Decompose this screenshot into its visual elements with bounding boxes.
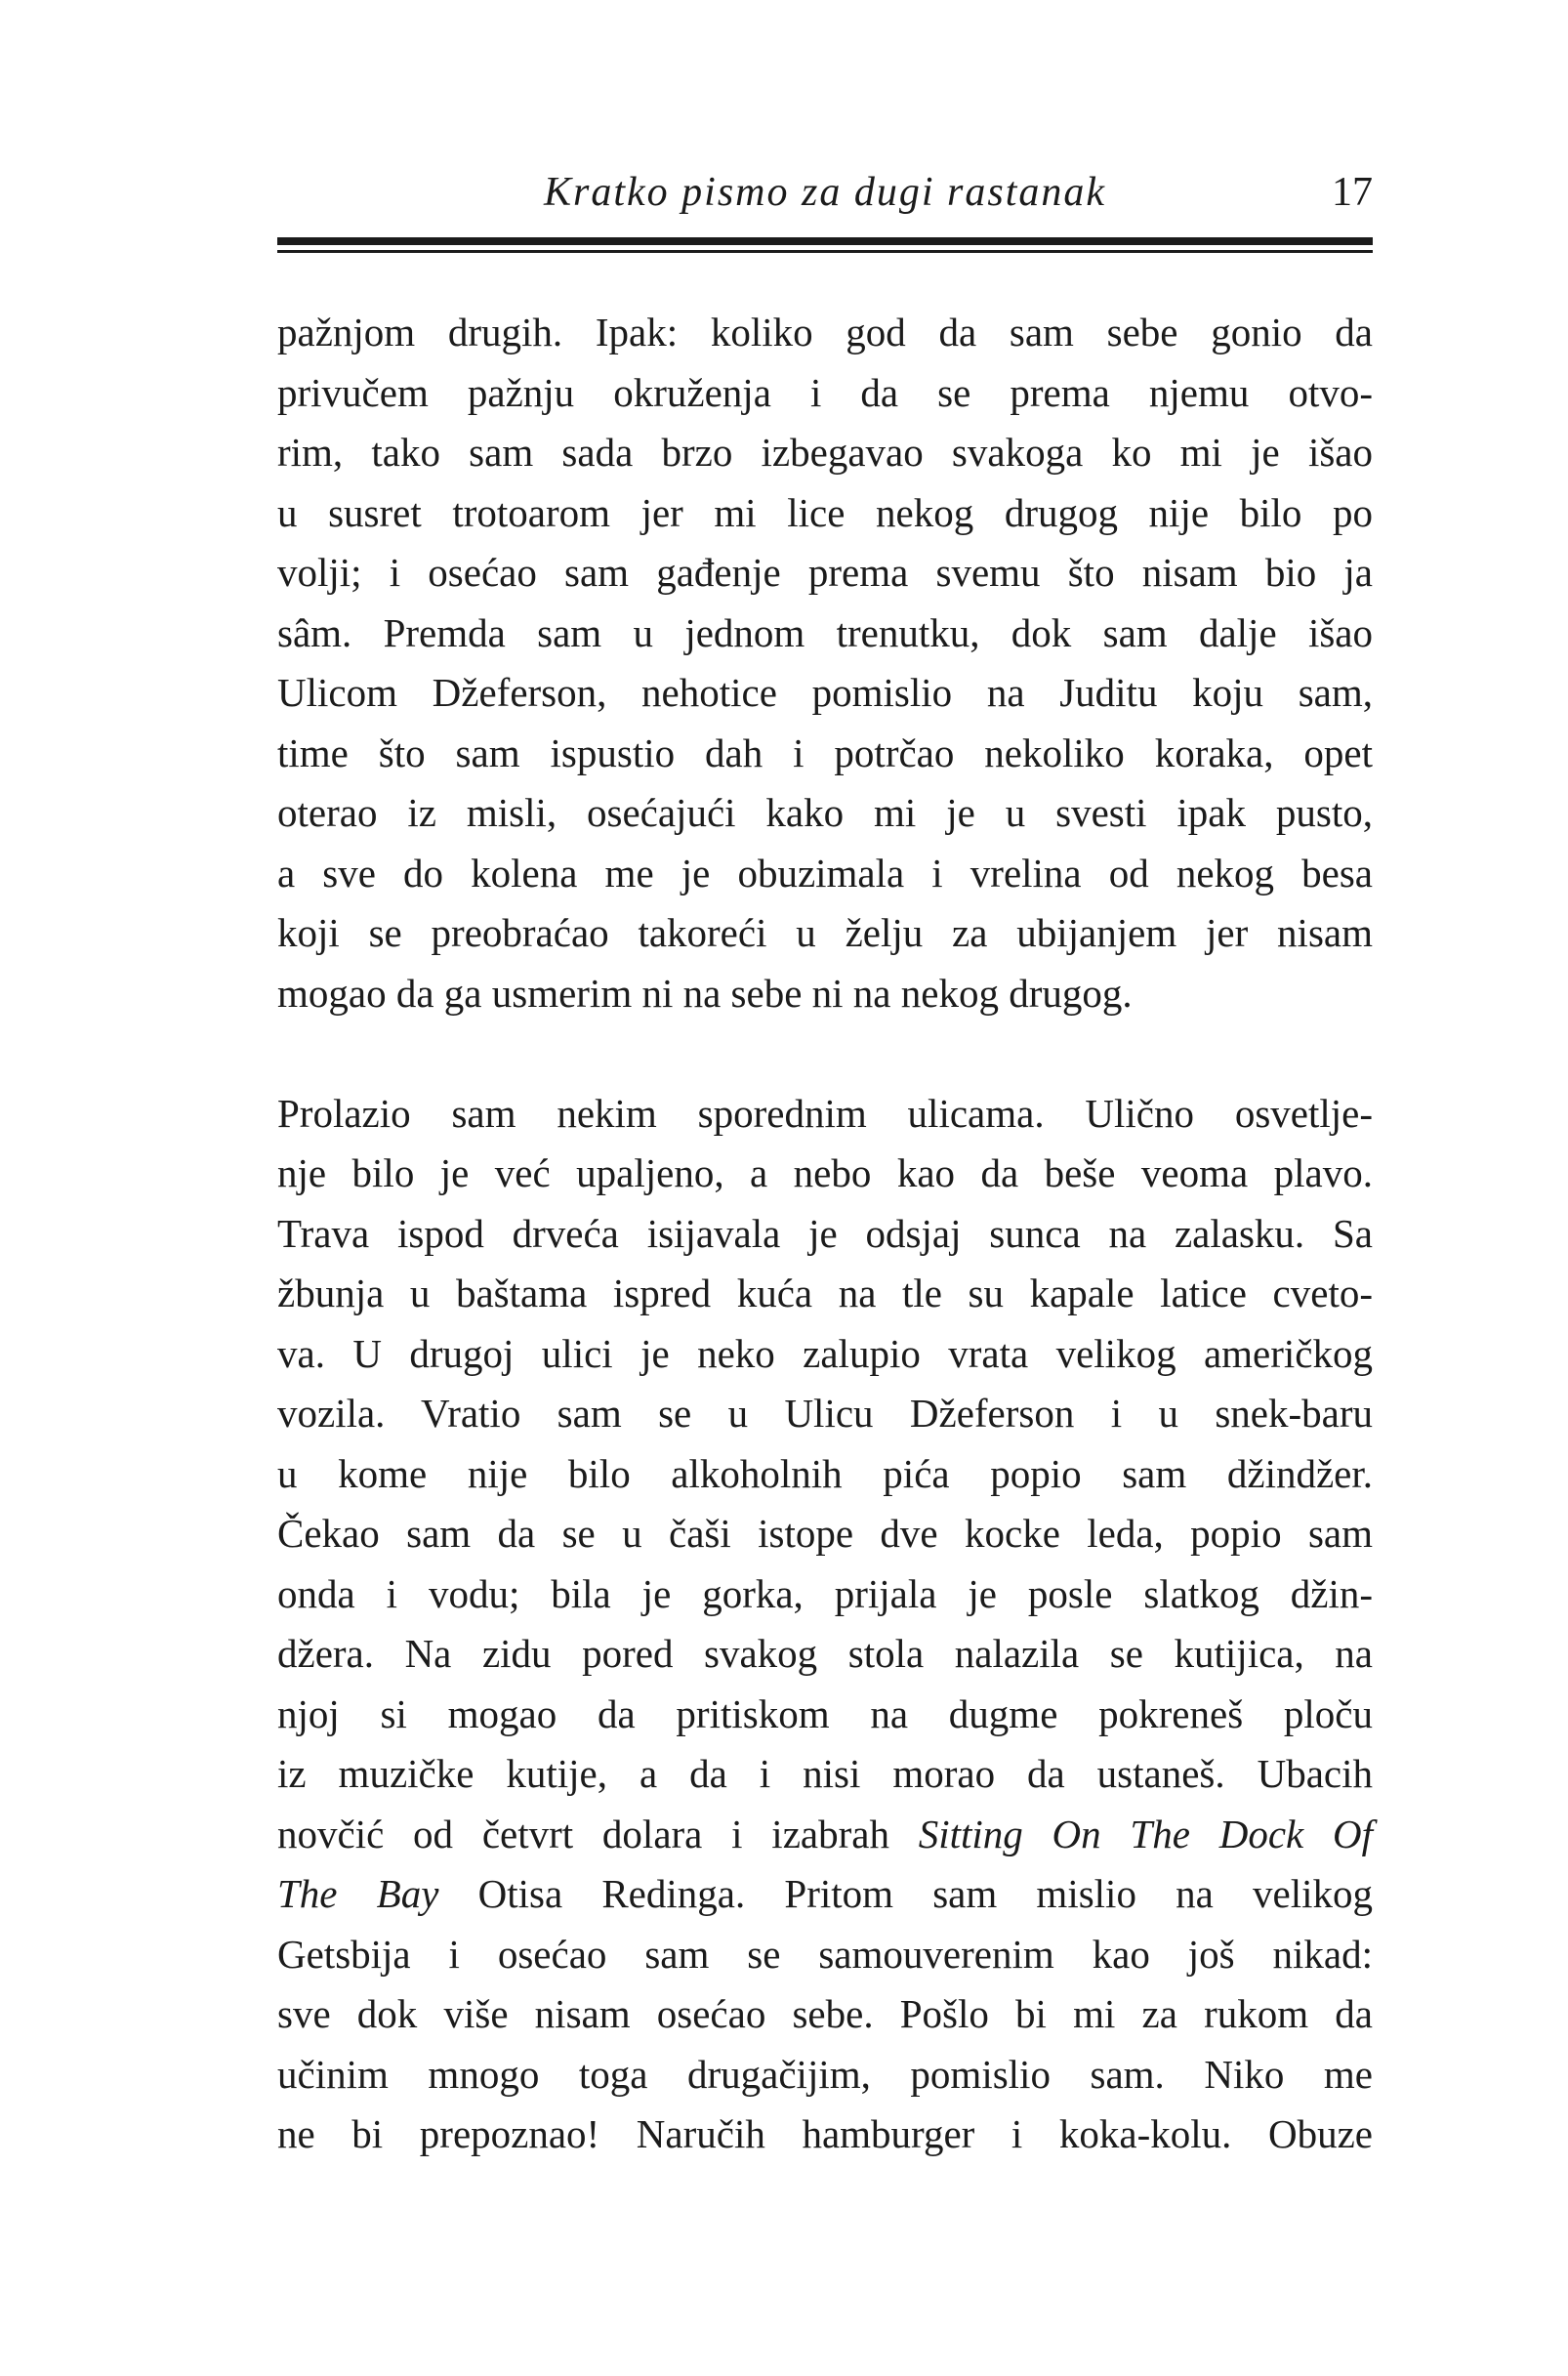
text-line: iz muzičke kutije, a da i nisi morao da ustaneš. Ubacih bbox=[277, 1751, 1373, 1796]
text-line: nje bilo je već upaljeno, a nebo kao da beše veoma plavo. bbox=[277, 1150, 1373, 1195]
text-line: u susret trotoarom jer mi lice nekog drugog nije bilo po bbox=[277, 489, 1373, 535]
page-header bbox=[277, 171, 1373, 214]
text-line: u kome nije bilo alkoholnih pića popio sam džindžer. bbox=[277, 1450, 1373, 1496]
text-line: Trava ispod drveća isijavala je odsjaj sunca na zalasku. Sa bbox=[277, 1210, 1373, 1256]
paragraph bbox=[277, 1084, 1373, 2165]
paragraph bbox=[277, 303, 1373, 1023]
text-line: Čekao sam da se u čaši istope dve kocke leda, popio sam bbox=[277, 1511, 1373, 1556]
text-line: džera. Na zidu pored svakog stola nalazila se kutijica, na bbox=[277, 1631, 1373, 1676]
body-text bbox=[277, 303, 1373, 2165]
text-line: učinim mnogo toga drugačijim, pomislio sam. Niko me bbox=[277, 2051, 1373, 2097]
text-line: rim, tako sam sada brzo izbegavao svakoga ko mi je išao bbox=[277, 430, 1373, 475]
text-line: koji se preobraćao takoreći u želju za ubijanjem jer nisam bbox=[277, 910, 1373, 955]
text-line: mogao da ga usmerim ni na sebe ni na nekog drugog. bbox=[277, 970, 1133, 1016]
header-rule bbox=[277, 237, 1373, 253]
text-line: njoj si mogao da pritiskom na dugme pokreneš ploču bbox=[277, 1690, 1373, 1736]
text-line: sve dok više nisam osećao sebe. Pošlo bi mi za rukom da bbox=[277, 1991, 1373, 2036]
running-title: Kratko pismo za dugi rastanak bbox=[543, 170, 1107, 215]
text-line: The Bay Otisa Redinga. Pritom sam mislio na velikog bbox=[277, 1871, 1373, 1916]
text-line: privučem pažnju okruženja i da se prema njemu otvo- bbox=[277, 369, 1373, 415]
text-line: time što sam ispustio dah i potrčao nekoliko koraka, opet bbox=[277, 729, 1373, 775]
text-line: sâm. Premda sam u jednom trenutku, dok sam dalje išao bbox=[277, 609, 1373, 655]
page-number: 17 bbox=[1332, 170, 1373, 215]
text-line: oterao iz misli, osećajući kako mi je u svesti ipak pusto, bbox=[277, 790, 1373, 835]
text-line: Getsbija i osećao sam se samouverenim kao još nikad: bbox=[277, 1931, 1373, 1977]
text-line: a sve do kolena me je obuzimala i vrelina od nekog besa bbox=[277, 850, 1373, 896]
text-line: pažnjom drugih. Ipak: koliko god da sam sebe gonio da bbox=[277, 310, 1373, 354]
text-column bbox=[277, 0, 1373, 2165]
text-line: volji; i osećao sam gađenje prema svemu što nisam bio ja bbox=[277, 550, 1373, 595]
text-line: Ulicom Džeferson, nehotice pomislio na Juditu koju sam, bbox=[277, 670, 1373, 715]
text-line: onda i vodu; bila je gorka, prijala je posle slatkog džin- bbox=[277, 1570, 1373, 1616]
text-line: novčić od četvrt dolara i izabrah Sitting On The Dock Of bbox=[277, 1811, 1373, 1856]
text-line: va. U drugoj ulici je neko zalupio vrata velikog američkog bbox=[277, 1330, 1373, 1376]
text-line: Prolazio sam nekim sporednim ulicama. Ulično osvetlje- bbox=[277, 1090, 1373, 1136]
text-line: vozila. Vratio sam se u Ulicu Džeferson i u snek-baru bbox=[277, 1391, 1373, 1436]
text-line: ne bi prepoznao! Naručih hamburger i koka-kolu. Obuze bbox=[277, 2111, 1373, 2156]
text-line: žbunja u baštama ispred kuća na tle su kapale latice cveto- bbox=[277, 1271, 1373, 1315]
